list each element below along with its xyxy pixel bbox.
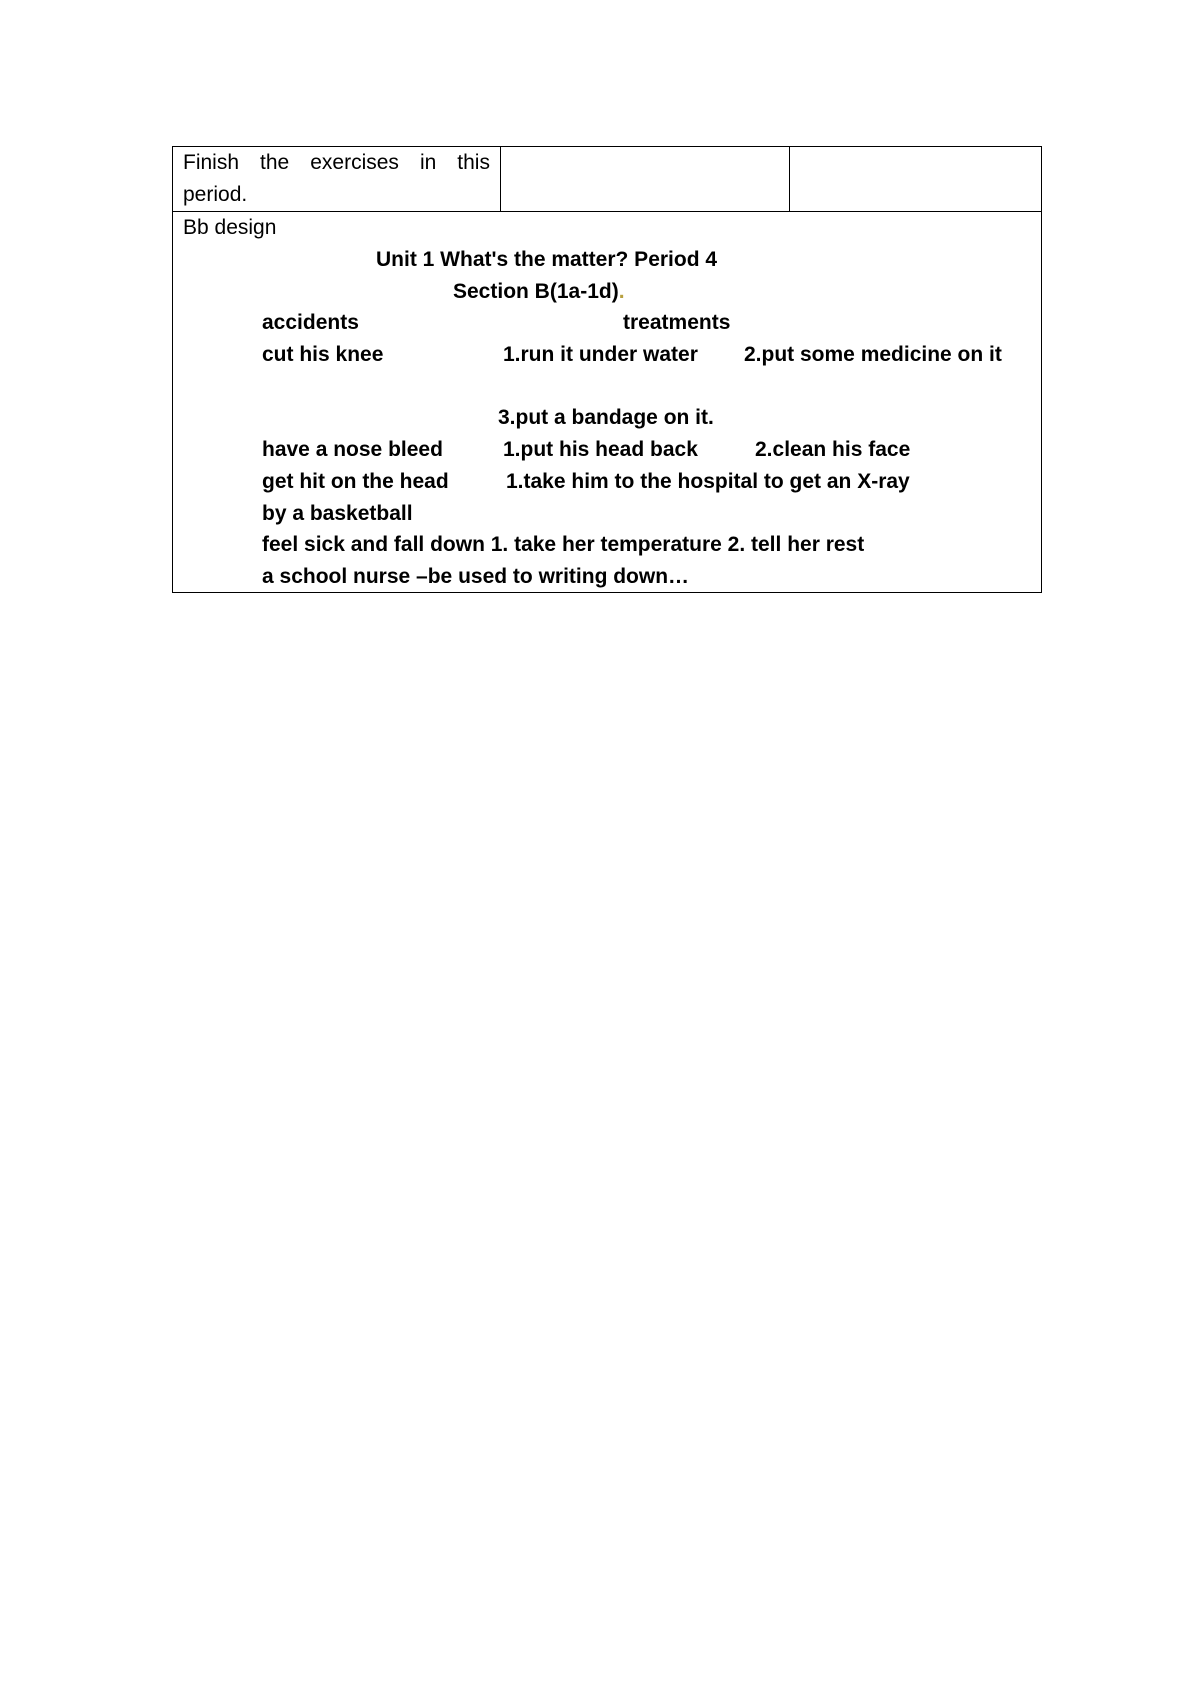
school-nurse-line: a school nurse –be used to writing down… bbox=[262, 565, 690, 588]
homework-line-2: period. bbox=[183, 183, 248, 206]
lesson-plan-table bbox=[172, 146, 1042, 593]
homework-word: in bbox=[419, 151, 437, 174]
accident-knee: cut his knee bbox=[262, 343, 384, 366]
treatments-heading: treatments bbox=[623, 311, 731, 334]
accidents-heading: accidents bbox=[262, 311, 359, 334]
treatment-nose-2: 2.clean his face bbox=[755, 438, 911, 461]
bb-title: Unit 1 What's the matter? Period 4 bbox=[376, 248, 718, 271]
treatment-head-1: 1.take him to the hospital to get an X-ray bbox=[506, 470, 910, 493]
homework-text bbox=[173, 147, 500, 211]
homework-row bbox=[173, 147, 1042, 212]
accident-head-cont: by a basketball bbox=[262, 502, 413, 525]
treatment-nose-1: 1.put his head back bbox=[503, 438, 698, 461]
homework-line-1 bbox=[183, 147, 490, 179]
bb-design-cell bbox=[173, 212, 1042, 593]
accident-head: get hit on the head bbox=[262, 470, 449, 493]
bb-design-row bbox=[173, 212, 1042, 593]
treatment-knee-2: 2.put some medicine on it bbox=[744, 343, 1002, 366]
bb-subtitle: Section B(1a-1d). bbox=[453, 280, 625, 303]
homework-word: exercises bbox=[310, 151, 399, 174]
treatment-knee-1: 1.run it under water bbox=[503, 343, 698, 366]
accident-sick: feel sick and fall down 1. take her temperature 2. tell her rest bbox=[262, 533, 865, 556]
accident-nose: have a nose bleed bbox=[262, 438, 443, 461]
empty-cell-2 bbox=[501, 147, 790, 212]
homework-word: Finish bbox=[183, 151, 240, 174]
treatment-knee-3: 3.put a bandage on it. bbox=[498, 406, 714, 429]
homework-word: this bbox=[457, 151, 490, 174]
homework-word: the bbox=[260, 151, 290, 174]
bb-design-label: Bb design bbox=[183, 216, 277, 239]
empty-cell-3 bbox=[790, 147, 1042, 212]
homework-cell bbox=[173, 147, 501, 212]
